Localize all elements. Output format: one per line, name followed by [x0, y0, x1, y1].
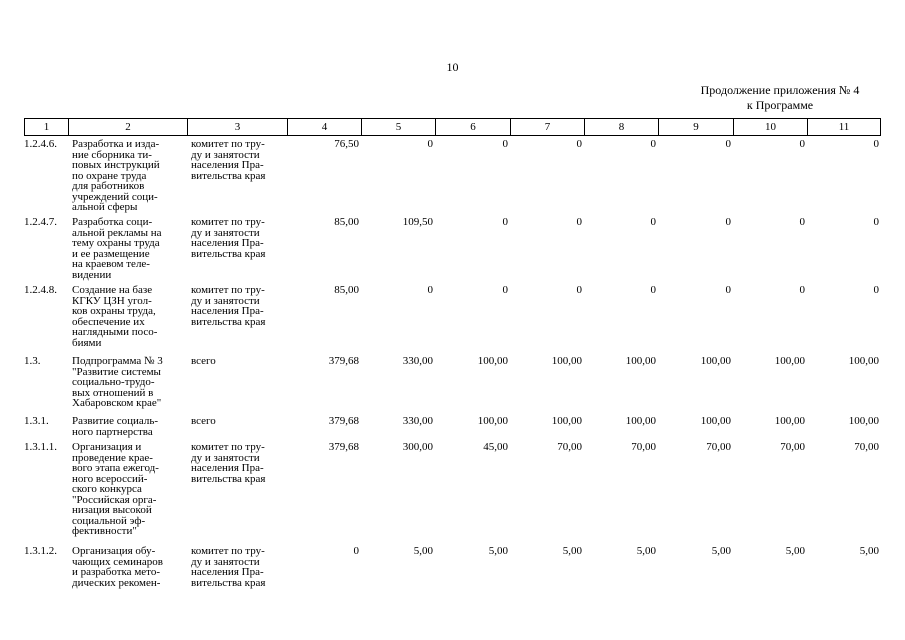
column-number-header — [24, 118, 881, 136]
row-value-cell-text: 100,00 — [477, 415, 508, 427]
row-value-cell-text: 70,00 — [780, 441, 805, 453]
row-value-cell-text: 0 — [873, 138, 879, 150]
row-value-cell — [586, 442, 660, 546]
row-value-cell — [512, 416, 586, 442]
row-value-cell — [437, 139, 512, 217]
row-value-cell — [289, 217, 363, 285]
row-value-cell-text: 5,00 — [785, 545, 805, 557]
row-value-cell-text: 45,00 — [483, 441, 508, 453]
row-value-cell-text: 5,00 — [859, 545, 879, 557]
column-number: 11 — [808, 119, 881, 136]
row-value-cell-text: 0 — [502, 216, 508, 228]
row-value-cell — [363, 442, 437, 546]
row-executor-cell-text: всего — [191, 355, 216, 367]
row-value-cell — [586, 285, 660, 356]
row-value-cell-text: 70,00 — [706, 441, 731, 453]
row-value-cell — [512, 217, 586, 285]
row-value-cell — [437, 285, 512, 356]
row-value-cell-text: 0 — [427, 284, 433, 296]
table-row — [24, 356, 883, 416]
row-executor-cell-text: комитет по тру- ду и занятости населения Пра- вительства края — [191, 545, 266, 589]
row-name-cell — [70, 442, 189, 546]
row-value-cell — [363, 416, 437, 442]
row-value-cell — [437, 356, 512, 416]
row-name-cell-text: Разработка и изда- ние сборника ти- повых инструкций по охране труда для работников учреждений соци- альной сферы — [72, 138, 160, 213]
appendix-note-line1: Продолжение приложения № 4 — [700, 83, 860, 97]
row-value-cell-text: 5,00 — [636, 545, 656, 557]
row-value-cell — [586, 139, 660, 217]
row-name-cell — [70, 285, 189, 356]
row-value-cell-text: 5,00 — [711, 545, 731, 557]
row-name-cell-text: Организация обу- чающих семинаров и разработка мето- дических рекомен- — [72, 545, 163, 589]
row-value-cell-text: 379,68 — [328, 441, 359, 453]
table-row — [24, 416, 883, 442]
row-value-cell-text: 330,00 — [402, 415, 433, 427]
row-value-cell-text: 0 — [650, 216, 656, 228]
row-value-cell-text: 100,00 — [551, 355, 582, 367]
row-executor-cell — [189, 416, 289, 442]
row-value-cell-text: 100,00 — [700, 355, 731, 367]
column-number: 8 — [585, 119, 659, 136]
row-value-cell — [363, 285, 437, 356]
row-value-cell-text: 0 — [502, 138, 508, 150]
row-value-cell-text: 109,50 — [402, 216, 433, 228]
row-value-cell-text: 100,00 — [625, 415, 656, 427]
program-table — [24, 139, 883, 596]
row-value-cell-text: 5,00 — [488, 545, 508, 557]
row-executor-cell-text: комитет по тру- ду и занятости населения Пра- вительства края — [191, 216, 266, 260]
column-number: 2 — [69, 119, 188, 136]
row-value-cell-text: 100,00 — [774, 415, 805, 427]
row-value-cell — [660, 285, 735, 356]
row-value-cell-text: 0 — [650, 138, 656, 150]
row-value-cell-text: 0 — [799, 138, 805, 150]
row-code-cell — [24, 546, 70, 596]
row-executor-cell — [189, 139, 289, 217]
row-value-cell — [660, 546, 735, 596]
row-value-cell — [809, 285, 883, 356]
row-value-cell-text: 0 — [502, 284, 508, 296]
row-value-cell-text: 100,00 — [848, 355, 879, 367]
row-value-cell-text: 0 — [576, 284, 582, 296]
row-name-cell-text: Подпрограмма № 3 "Развитие системы социально-трудо- вых отношений в Хабаровском крае" — [72, 355, 163, 409]
row-code-cell — [24, 217, 70, 285]
row-value-cell — [735, 139, 809, 217]
row-value-cell-text: 0 — [873, 284, 879, 296]
row-value-cell-text: 76,50 — [334, 138, 359, 150]
row-value-cell — [289, 442, 363, 546]
row-name-cell — [70, 356, 189, 416]
row-code-cell — [24, 356, 70, 416]
row-name-cell — [70, 546, 189, 596]
row-code-cell — [24, 442, 70, 546]
row-value-cell — [586, 217, 660, 285]
row-value-cell-text: 5,00 — [562, 545, 582, 557]
row-executor-cell — [189, 217, 289, 285]
appendix-note — [690, 83, 870, 113]
row-value-cell-text: 100,00 — [477, 355, 508, 367]
row-code-cell-text: 1.3.1.1. — [24, 441, 57, 453]
row-value-cell — [289, 416, 363, 442]
row-executor-cell-text: всего — [191, 415, 216, 427]
row-code-cell-text: 1.2.4.6. — [24, 138, 57, 150]
row-value-cell — [512, 546, 586, 596]
row-code-cell — [24, 285, 70, 356]
row-value-cell-text: 0 — [576, 216, 582, 228]
row-value-cell — [735, 546, 809, 596]
row-value-cell-text: 0 — [650, 284, 656, 296]
row-value-cell-text: 70,00 — [854, 441, 879, 453]
row-value-cell — [289, 139, 363, 217]
table-row — [24, 285, 883, 356]
row-value-cell — [512, 139, 586, 217]
row-value-cell-text: 85,00 — [334, 284, 359, 296]
row-value-cell — [809, 416, 883, 442]
row-value-cell-text: 70,00 — [557, 441, 582, 453]
page-number: 10 — [446, 60, 459, 74]
row-code-cell-text: 1.2.4.8. — [24, 284, 57, 296]
table-row — [24, 442, 883, 546]
row-name-cell-text: Развитие социаль- ного партнерства — [72, 415, 159, 438]
row-executor-cell-text: комитет по тру- ду и занятости населения Пра- вительства края — [191, 138, 266, 182]
row-name-cell — [70, 139, 189, 217]
row-value-cell — [363, 356, 437, 416]
row-executor-cell — [189, 356, 289, 416]
column-number: 4 — [288, 119, 362, 136]
row-value-cell — [586, 416, 660, 442]
row-code-cell-text: 1.3.1.2. — [24, 545, 57, 557]
row-value-cell — [660, 217, 735, 285]
row-value-cell-text: 100,00 — [625, 355, 656, 367]
row-name-cell-text: Организация и проведение крае- вого этапа ежегод- ного всероссий- ского конкурса "Российская орга- низация высокой социальной эф- фективности" — [72, 441, 159, 537]
row-value-cell — [363, 139, 437, 217]
row-executor-cell-text: комитет по тру- ду и занятости населения Пра- вительства края — [191, 441, 266, 485]
row-executor-cell — [189, 442, 289, 546]
row-code-cell-text: 1.3. — [24, 355, 41, 367]
row-value-cell — [363, 217, 437, 285]
row-value-cell-text: 0 — [799, 284, 805, 296]
row-value-cell — [735, 416, 809, 442]
row-value-cell — [586, 546, 660, 596]
row-value-cell-text: 330,00 — [402, 355, 433, 367]
row-value-cell — [289, 285, 363, 356]
row-value-cell — [289, 546, 363, 596]
row-value-cell — [660, 416, 735, 442]
table-row — [24, 139, 883, 217]
row-value-cell — [735, 442, 809, 546]
row-name-cell-text: Создание на базе КГКУ ЦЗН угол- ков охраны труда, обеспечение их наглядными посо- биями — [72, 284, 158, 349]
row-value-cell-text: 100,00 — [848, 415, 879, 427]
column-number: 5 — [362, 119, 436, 136]
row-code-cell-text: 1.3.1. — [24, 415, 49, 427]
row-value-cell — [289, 356, 363, 416]
row-value-cell — [512, 442, 586, 546]
row-value-cell — [735, 285, 809, 356]
row-name-cell — [70, 416, 189, 442]
table-row — [24, 217, 883, 285]
row-value-cell — [512, 285, 586, 356]
row-value-cell-text: 100,00 — [551, 415, 582, 427]
row-value-cell — [437, 442, 512, 546]
row-executor-cell — [189, 285, 289, 356]
row-name-cell — [70, 217, 189, 285]
appendix-note-line2: к Программе — [746, 98, 814, 112]
table-row — [24, 546, 883, 596]
row-value-cell-text: 0 — [576, 138, 582, 150]
row-name-cell-text: Разработка соци- альной рекламы на тему охраны труда и ее размещение на краевом теле- видении — [72, 216, 162, 281]
column-number: 7 — [511, 119, 585, 136]
row-value-cell-text: 300,00 — [402, 441, 433, 453]
row-value-cell-text: 0 — [725, 216, 731, 228]
row-value-cell — [437, 546, 512, 596]
row-value-cell-text: 379,68 — [328, 415, 359, 427]
row-value-cell-text: 0 — [799, 216, 805, 228]
row-value-cell-text: 0 — [873, 216, 879, 228]
row-value-cell — [735, 356, 809, 416]
row-value-cell-text: 70,00 — [631, 441, 656, 453]
row-value-cell-text: 85,00 — [334, 216, 359, 228]
column-number: 3 — [188, 119, 288, 136]
row-value-cell-text: 100,00 — [700, 415, 731, 427]
row-value-cell-text: 0 — [353, 545, 359, 557]
row-executor-cell — [189, 546, 289, 596]
row-value-cell — [437, 217, 512, 285]
row-value-cell — [809, 217, 883, 285]
row-value-cell — [809, 442, 883, 546]
column-number: 10 — [734, 119, 808, 136]
row-code-cell — [24, 139, 70, 217]
row-code-cell — [24, 416, 70, 442]
row-value-cell — [660, 139, 735, 217]
row-value-cell-text: 100,00 — [774, 355, 805, 367]
row-value-cell-text: 0 — [427, 138, 433, 150]
row-value-cell — [363, 546, 437, 596]
column-number: 9 — [659, 119, 734, 136]
row-value-cell-text: 0 — [725, 138, 731, 150]
row-code-cell-text: 1.2.4.7. — [24, 216, 57, 228]
row-executor-cell-text: комитет по тру- ду и занятости населения Пра- вительства края — [191, 284, 266, 328]
row-value-cell-text: 0 — [725, 284, 731, 296]
row-value-cell — [809, 139, 883, 217]
row-value-cell — [437, 416, 512, 442]
row-value-cell — [586, 356, 660, 416]
column-number: 6 — [436, 119, 511, 136]
column-number: 1 — [25, 119, 69, 136]
row-value-cell — [809, 356, 883, 416]
row-value-cell — [512, 356, 586, 416]
row-value-cell — [660, 442, 735, 546]
row-value-cell — [735, 217, 809, 285]
row-value-cell-text: 379,68 — [328, 355, 359, 367]
row-value-cell — [809, 546, 883, 596]
row-value-cell — [660, 356, 735, 416]
row-value-cell-text: 5,00 — [413, 545, 433, 557]
